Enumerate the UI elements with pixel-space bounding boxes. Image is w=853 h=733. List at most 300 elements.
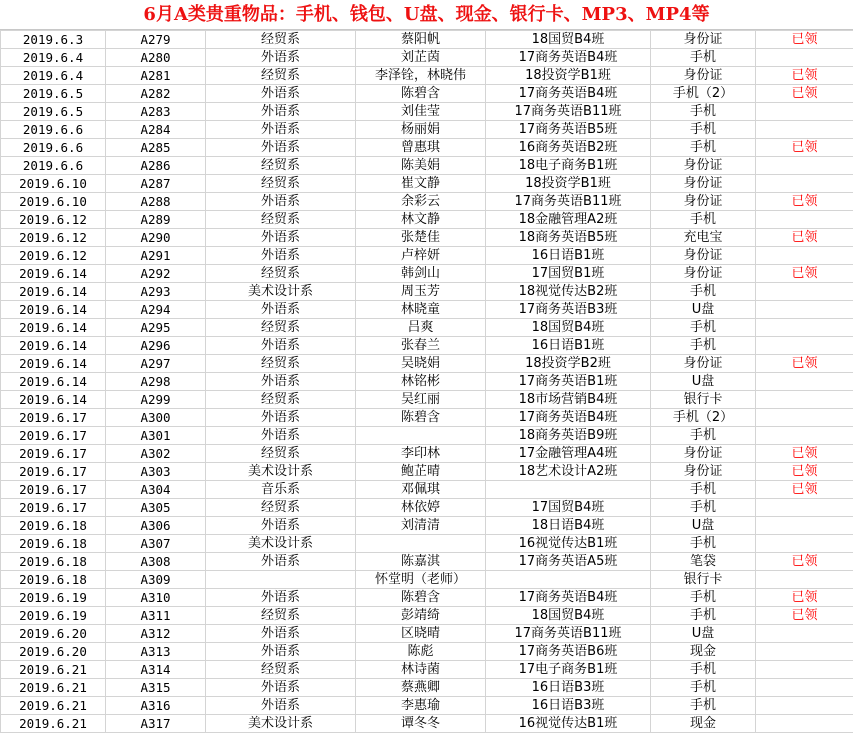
cell-department[interactable]: 外语系 <box>206 679 356 697</box>
table-row <box>1 121 853 139</box>
cell-department[interactable]: 外语系 <box>206 85 356 103</box>
cell-class[interactable]: 17商务英语A5班 <box>486 553 651 571</box>
table-row <box>1 337 853 355</box>
cell-status[interactable] <box>756 337 853 355</box>
cell-class[interactable]: 18投资学B2班 <box>486 355 651 373</box>
cell-status[interactable] <box>756 535 853 553</box>
cell-date[interactable]: 2019.6.20 <box>1 643 106 661</box>
cell-date[interactable]: 2019.6.6 <box>1 139 106 157</box>
cell-name[interactable]: 杨丽娟 <box>356 121 486 139</box>
cell-code[interactable]: A282 <box>106 85 206 103</box>
cell-status[interactable]: 已领 <box>756 67 853 85</box>
cell-date[interactable]: 2019.6.12 <box>1 229 106 247</box>
cell-name[interactable]: 林诗菌 <box>356 661 486 679</box>
cell-class[interactable]: 17商务英语B5班 <box>486 121 651 139</box>
cell-item[interactable]: 身份证 <box>651 193 756 211</box>
table-row <box>1 445 853 463</box>
cell-class[interactable]: 16视觉传达B1班 <box>486 535 651 553</box>
cell-date[interactable]: 2019.6.5 <box>1 85 106 103</box>
cell-status[interactable]: 已领 <box>756 139 853 157</box>
cell-class[interactable]: 17国贸B4班 <box>486 499 651 517</box>
cell-item[interactable]: 手机（2） <box>651 85 756 103</box>
cell-name[interactable]: 李印林 <box>356 445 486 463</box>
cell-department[interactable]: 经贸系 <box>206 157 356 175</box>
table-row <box>1 355 853 373</box>
cell-status[interactable] <box>756 679 853 697</box>
cell-date[interactable]: 2019.6.21 <box>1 679 106 697</box>
cell-name[interactable]: 谭冬冬 <box>356 715 486 733</box>
cell-item[interactable]: U盘 <box>651 625 756 643</box>
cell-department[interactable]: 外语系 <box>206 643 356 661</box>
cell-date[interactable]: 2019.6.17 <box>1 445 106 463</box>
cell-code[interactable]: A300 <box>106 409 206 427</box>
cell-class[interactable]: 17商务英语B4班 <box>486 409 651 427</box>
cell-code[interactable]: A289 <box>106 211 206 229</box>
cell-code[interactable]: A301 <box>106 427 206 445</box>
cell-class[interactable]: 17国贸B1班 <box>486 265 651 283</box>
cell-department[interactable]: 外语系 <box>206 247 356 265</box>
cell-status[interactable]: 已领 <box>756 265 853 283</box>
cell-status[interactable] <box>756 499 853 517</box>
cell-class[interactable]: 17商务英语B11班 <box>486 625 651 643</box>
cell-code[interactable]: A304 <box>106 481 206 499</box>
cell-status[interactable] <box>756 427 853 445</box>
cell-date[interactable]: 2019.6.5 <box>1 103 106 121</box>
cell-status[interactable] <box>756 247 853 265</box>
table-row <box>1 265 853 283</box>
cell-name[interactable]: 曾惠琪 <box>356 139 486 157</box>
cell-name[interactable]: 陈碧含 <box>356 409 486 427</box>
cell-class[interactable]: 18国贸B4班 <box>486 319 651 337</box>
cell-code[interactable]: A299 <box>106 391 206 409</box>
cell-department[interactable]: 外语系 <box>206 553 356 571</box>
cell-code[interactable]: A302 <box>106 445 206 463</box>
cell-class[interactable]: 16商务英语B2班 <box>486 139 651 157</box>
cell-status[interactable] <box>756 373 853 391</box>
cell-name[interactable]: 韩剑山 <box>356 265 486 283</box>
cell-code[interactable]: A295 <box>106 319 206 337</box>
cell-code[interactable]: A281 <box>106 67 206 85</box>
cell-department[interactable]: 外语系 <box>206 121 356 139</box>
cell-name[interactable] <box>356 427 486 445</box>
cell-class[interactable]: 16日语B1班 <box>486 247 651 265</box>
cell-date[interactable]: 2019.6.10 <box>1 175 106 193</box>
cell-class[interactable]: 17电子商务B1班 <box>486 661 651 679</box>
cell-class[interactable]: 16日语B3班 <box>486 679 651 697</box>
cell-department[interactable]: 外语系 <box>206 193 356 211</box>
cell-item[interactable]: 手机 <box>651 103 756 121</box>
cell-department[interactable]: 经贸系 <box>206 67 356 85</box>
cell-name[interactable]: 陈碧含 <box>356 85 486 103</box>
cell-item[interactable]: 手机 <box>651 607 756 625</box>
cell-item[interactable]: 身份证 <box>651 463 756 481</box>
cell-status[interactable]: 已领 <box>756 31 853 49</box>
cell-name[interactable]: 卢梓妍 <box>356 247 486 265</box>
cell-code[interactable]: A298 <box>106 373 206 391</box>
table-row <box>1 373 853 391</box>
cell-code[interactable]: A294 <box>106 301 206 319</box>
cell-department[interactable]: 外语系 <box>206 337 356 355</box>
cell-date[interactable]: 2019.6.14 <box>1 319 106 337</box>
cell-item[interactable]: U盘 <box>651 301 756 319</box>
cell-name[interactable]: 刘芷茵 <box>356 49 486 67</box>
cell-department[interactable]: 外语系 <box>206 517 356 535</box>
cell-item[interactable]: U盘 <box>651 373 756 391</box>
cell-code[interactable]: A303 <box>106 463 206 481</box>
table-row <box>1 229 853 247</box>
cell-status[interactable] <box>756 643 853 661</box>
cell-item[interactable]: 银行卡 <box>651 571 756 589</box>
cell-status[interactable]: 已领 <box>756 589 853 607</box>
cell-name[interactable]: 陈碧含 <box>356 589 486 607</box>
cell-class[interactable]: 16视觉传达B1班 <box>486 715 651 733</box>
cell-item[interactable]: 手机 <box>651 535 756 553</box>
cell-department[interactable]: 经贸系 <box>206 499 356 517</box>
cell-class[interactable]: 17商务英语B4班 <box>486 85 651 103</box>
cell-name[interactable]: 陈美娟 <box>356 157 486 175</box>
cell-name[interactable]: 林铭彬 <box>356 373 486 391</box>
cell-department[interactable]: 经贸系 <box>206 607 356 625</box>
cell-item[interactable]: 手机 <box>651 49 756 67</box>
cell-department[interactable]: 美术设计系 <box>206 283 356 301</box>
cell-status[interactable] <box>756 103 853 121</box>
cell-name[interactable]: 崔文静 <box>356 175 486 193</box>
cell-name[interactable]: 周玉芳 <box>356 283 486 301</box>
cell-date[interactable]: 2019.6.14 <box>1 337 106 355</box>
cell-code[interactable]: A306 <box>106 517 206 535</box>
cell-department[interactable]: 经贸系 <box>206 355 356 373</box>
cell-code[interactable]: A317 <box>106 715 206 733</box>
cell-date[interactable]: 2019.6.21 <box>1 661 106 679</box>
cell-name[interactable]: 陈嘉淇 <box>356 553 486 571</box>
cell-name[interactable]: 吕爽 <box>356 319 486 337</box>
cell-date[interactable]: 2019.6.17 <box>1 499 106 517</box>
cell-name[interactable]: 蔡阳帆 <box>356 31 486 49</box>
cell-name[interactable]: 林依婷 <box>356 499 486 517</box>
cell-status[interactable]: 已领 <box>756 481 853 499</box>
cell-date[interactable]: 2019.6.20 <box>1 625 106 643</box>
cell-class[interactable]: 17商务英语B11班 <box>486 103 651 121</box>
cell-department[interactable]: 外语系 <box>206 409 356 427</box>
cell-item[interactable]: 身份证 <box>651 31 756 49</box>
cell-code[interactable]: A280 <box>106 49 206 67</box>
cell-name[interactable]: 林晓童 <box>356 301 486 319</box>
cell-item[interactable]: 手机 <box>651 499 756 517</box>
cell-name[interactable]: 彭靖绮 <box>356 607 486 625</box>
cell-status[interactable] <box>756 625 853 643</box>
cell-code[interactable]: A290 <box>106 229 206 247</box>
cell-code[interactable]: A314 <box>106 661 206 679</box>
table-row <box>1 517 853 535</box>
cell-date[interactable]: 2019.6.17 <box>1 463 106 481</box>
cell-item[interactable]: 手机 <box>651 139 756 157</box>
cell-class[interactable]: 17商务英语B4班 <box>486 589 651 607</box>
cell-item[interactable]: 身份证 <box>651 445 756 463</box>
cell-code[interactable]: A287 <box>106 175 206 193</box>
cell-status[interactable] <box>756 175 853 193</box>
cell-date[interactable]: 2019.6.14 <box>1 391 106 409</box>
cell-date[interactable]: 2019.6.6 <box>1 157 106 175</box>
cell-item[interactable]: 身份证 <box>651 247 756 265</box>
cell-code[interactable]: A292 <box>106 265 206 283</box>
cell-class[interactable]: 18金融管理A2班 <box>486 211 651 229</box>
cell-class[interactable]: 18国贸B4班 <box>486 607 651 625</box>
cell-name[interactable]: 邓佩琪 <box>356 481 486 499</box>
cell-class[interactable]: 18日语B4班 <box>486 517 651 535</box>
cell-date[interactable]: 2019.6.18 <box>1 553 106 571</box>
cell-item[interactable]: 手机 <box>651 679 756 697</box>
cell-date[interactable]: 2019.6.17 <box>1 427 106 445</box>
table-row <box>1 571 853 589</box>
table-row <box>1 589 853 607</box>
cell-status[interactable] <box>756 517 853 535</box>
cell-item[interactable]: 手机 <box>651 211 756 229</box>
cell-class[interactable]: 16日语B1班 <box>486 337 651 355</box>
cell-name[interactable]: 张春兰 <box>356 337 486 355</box>
cell-code[interactable]: A308 <box>106 553 206 571</box>
cell-department[interactable]: 经贸系 <box>206 661 356 679</box>
cell-code[interactable]: A316 <box>106 697 206 715</box>
cell-status[interactable]: 已领 <box>756 607 853 625</box>
cell-date[interactable]: 2019.6.10 <box>1 193 106 211</box>
cell-status[interactable]: 已领 <box>756 85 853 103</box>
cell-status[interactable]: 已领 <box>756 445 853 463</box>
cell-department[interactable]: 外语系 <box>206 427 356 445</box>
cell-date[interactable]: 2019.6.14 <box>1 301 106 319</box>
cell-date[interactable]: 2019.6.21 <box>1 715 106 733</box>
cell-item[interactable]: 手机 <box>651 337 756 355</box>
cell-status[interactable] <box>756 571 853 589</box>
cell-status[interactable] <box>756 715 853 733</box>
cell-class[interactable] <box>486 481 651 499</box>
cell-status[interactable] <box>756 661 853 679</box>
cell-item[interactable]: 手机 <box>651 661 756 679</box>
cell-department[interactable]: 外语系 <box>206 49 356 67</box>
cell-date[interactable]: 2019.6.19 <box>1 589 106 607</box>
cell-item[interactable]: 手机 <box>651 697 756 715</box>
cell-name[interactable]: 余彩云 <box>356 193 486 211</box>
cell-department[interactable]: 经贸系 <box>206 211 356 229</box>
cell-department[interactable]: 外语系 <box>206 373 356 391</box>
cell-name[interactable]: 刘佳莹 <box>356 103 486 121</box>
table-row <box>1 427 853 445</box>
table-row <box>1 319 853 337</box>
cell-date[interactable]: 2019.6.18 <box>1 571 106 589</box>
cell-class[interactable]: 17商务英语B11班 <box>486 193 651 211</box>
cell-date[interactable]: 2019.6.18 <box>1 517 106 535</box>
cell-department[interactable]: 外语系 <box>206 625 356 643</box>
cell-department[interactable]: 音乐系 <box>206 481 356 499</box>
cell-department[interactable]: 外语系 <box>206 301 356 319</box>
cell-code[interactable]: A311 <box>106 607 206 625</box>
cell-item[interactable]: 手机 <box>651 589 756 607</box>
cell-date[interactable]: 2019.6.14 <box>1 373 106 391</box>
cell-status[interactable]: 已领 <box>756 193 853 211</box>
table-row <box>1 679 853 697</box>
cell-item[interactable]: 手机 <box>651 283 756 301</box>
cell-code[interactable]: A283 <box>106 103 206 121</box>
cell-item[interactable]: 身份证 <box>651 355 756 373</box>
cell-class[interactable]: 18商务英语B5班 <box>486 229 651 247</box>
cell-class[interactable] <box>486 571 651 589</box>
cell-status[interactable] <box>756 697 853 715</box>
cell-class[interactable]: 18商务英语B9班 <box>486 427 651 445</box>
cell-name[interactable]: 刘清清 <box>356 517 486 535</box>
cell-department[interactable]: 经贸系 <box>206 391 356 409</box>
cell-item[interactable]: 身份证 <box>651 265 756 283</box>
cell-class[interactable]: 17商务英语B4班 <box>486 49 651 67</box>
cell-date[interactable]: 2019.6.12 <box>1 247 106 265</box>
cell-status[interactable]: 已领 <box>756 229 853 247</box>
table-row <box>1 661 853 679</box>
cell-date[interactable]: 2019.6.14 <box>1 355 106 373</box>
cell-date[interactable]: 2019.6.6 <box>1 121 106 139</box>
cell-class[interactable]: 16日语B3班 <box>486 697 651 715</box>
cell-department[interactable]: 经贸系 <box>206 31 356 49</box>
cell-class[interactable]: 18投资学B1班 <box>486 175 651 193</box>
cell-date[interactable]: 2019.6.19 <box>1 607 106 625</box>
cell-code[interactable]: A279 <box>106 31 206 49</box>
cell-code[interactable]: A291 <box>106 247 206 265</box>
cell-code[interactable]: A293 <box>106 283 206 301</box>
cell-item[interactable]: 身份证 <box>651 67 756 85</box>
cell-department[interactable]: 经贸系 <box>206 175 356 193</box>
table-row <box>1 715 853 733</box>
cell-status[interactable] <box>756 283 853 301</box>
cell-name[interactable]: 陈彪 <box>356 643 486 661</box>
cell-class[interactable]: 17商务英语B1班 <box>486 373 651 391</box>
cell-class[interactable]: 17商务英语B6班 <box>486 643 651 661</box>
sheet-title: 6月A类贵重物品：手机、钱包、U盘、现金、银行卡、MP3、MP4等 <box>0 0 853 30</box>
cell-name[interactable]: 怀堂明（老师） <box>356 571 486 589</box>
cell-department[interactable]: 外语系 <box>206 229 356 247</box>
table-row <box>1 643 853 661</box>
cell-item[interactable]: 充电宝 <box>651 229 756 247</box>
table-row <box>1 499 853 517</box>
table-row <box>1 553 853 571</box>
cell-code[interactable]: A312 <box>106 625 206 643</box>
cell-class[interactable]: 17商务英语B3班 <box>486 301 651 319</box>
cell-item[interactable]: 现金 <box>651 643 756 661</box>
cell-department[interactable]: 美术设计系 <box>206 715 356 733</box>
cell-status[interactable] <box>756 319 853 337</box>
cell-date[interactable]: 2019.6.17 <box>1 409 106 427</box>
cell-name[interactable]: 林文静 <box>356 211 486 229</box>
cell-class[interactable]: 18投资学B1班 <box>486 67 651 85</box>
cell-code[interactable]: A285 <box>106 139 206 157</box>
cell-status[interactable] <box>756 211 853 229</box>
cell-class[interactable]: 18电子商务B1班 <box>486 157 651 175</box>
cell-code[interactable]: A305 <box>106 499 206 517</box>
cell-date[interactable]: 2019.6.18 <box>1 535 106 553</box>
cell-department[interactable]: 外语系 <box>206 697 356 715</box>
cell-department[interactable]: 外语系 <box>206 589 356 607</box>
cell-item[interactable]: 现金 <box>651 715 756 733</box>
cell-class[interactable]: 17金融管理A4班 <box>486 445 651 463</box>
cell-class[interactable]: 18市场营销B4班 <box>486 391 651 409</box>
table-row <box>1 463 853 481</box>
cell-class[interactable]: 18国贸B4班 <box>486 31 651 49</box>
cell-item[interactable]: 手机（2） <box>651 409 756 427</box>
table-row <box>1 49 853 67</box>
cell-item[interactable]: 笔袋 <box>651 553 756 571</box>
cell-name[interactable]: 李惠瑜 <box>356 697 486 715</box>
cell-item[interactable]: 手机 <box>651 427 756 445</box>
cell-department[interactable]: 美术设计系 <box>206 463 356 481</box>
cell-status[interactable] <box>756 157 853 175</box>
table-row <box>1 103 853 121</box>
cell-code[interactable]: A284 <box>106 121 206 139</box>
cell-date[interactable]: 2019.6.12 <box>1 211 106 229</box>
cell-date[interactable]: 2019.6.14 <box>1 283 106 301</box>
cell-code[interactable]: A307 <box>106 535 206 553</box>
cell-code[interactable]: A286 <box>106 157 206 175</box>
cell-class[interactable]: 18艺术设计A2班 <box>486 463 651 481</box>
cell-department[interactable]: 经贸系 <box>206 265 356 283</box>
cell-item[interactable]: U盘 <box>651 517 756 535</box>
cell-item[interactable]: 身份证 <box>651 175 756 193</box>
cell-class[interactable]: 18视觉传达B2班 <box>486 283 651 301</box>
cell-status[interactable] <box>756 409 853 427</box>
cell-code[interactable]: A296 <box>106 337 206 355</box>
cell-date[interactable]: 2019.6.14 <box>1 265 106 283</box>
cell-code[interactable]: A310 <box>106 589 206 607</box>
cell-date[interactable]: 2019.6.21 <box>1 697 106 715</box>
cell-name[interactable]: 吴晓娟 <box>356 355 486 373</box>
records-body <box>1 31 853 733</box>
cell-status[interactable] <box>756 391 853 409</box>
cell-code[interactable]: A313 <box>106 643 206 661</box>
cell-date[interactable]: 2019.6.3 <box>1 31 106 49</box>
table-row <box>1 85 853 103</box>
table-row <box>1 139 853 157</box>
cell-name[interactable]: 吴红丽 <box>356 391 486 409</box>
cell-name[interactable]: 张楚佳 <box>356 229 486 247</box>
cell-item[interactable]: 身份证 <box>651 157 756 175</box>
cell-item[interactable]: 手机 <box>651 121 756 139</box>
table-row <box>1 535 853 553</box>
cell-code[interactable]: A315 <box>106 679 206 697</box>
cell-date[interactable]: 2019.6.4 <box>1 67 106 85</box>
cell-department[interactable]: 经贸系 <box>206 445 356 463</box>
cell-code[interactable]: A297 <box>106 355 206 373</box>
cell-item[interactable]: 手机 <box>651 319 756 337</box>
cell-code[interactable]: A309 <box>106 571 206 589</box>
cell-department[interactable]: 经贸系 <box>206 319 356 337</box>
cell-department[interactable] <box>206 571 356 589</box>
table-row <box>1 157 853 175</box>
cell-name[interactable]: 李泽铨，林晓伟 <box>356 67 486 85</box>
cell-code[interactable]: A288 <box>106 193 206 211</box>
cell-department[interactable]: 美术设计系 <box>206 535 356 553</box>
cell-name[interactable]: 鲍芷晴 <box>356 463 486 481</box>
cell-item[interactable]: 银行卡 <box>651 391 756 409</box>
cell-name[interactable] <box>356 535 486 553</box>
cell-date[interactable]: 2019.6.4 <box>1 49 106 67</box>
cell-date[interactable]: 2019.6.17 <box>1 481 106 499</box>
cell-department[interactable]: 外语系 <box>206 103 356 121</box>
cell-status[interactable]: 已领 <box>756 463 853 481</box>
cell-status[interactable] <box>756 301 853 319</box>
cell-name[interactable]: 蔡燕卿 <box>356 679 486 697</box>
cell-item[interactable]: 手机 <box>651 481 756 499</box>
cell-status[interactable] <box>756 49 853 67</box>
cell-department[interactable]: 外语系 <box>206 139 356 157</box>
cell-name[interactable]: 区晓晴 <box>356 625 486 643</box>
cell-status[interactable] <box>756 121 853 139</box>
cell-status[interactable]: 已领 <box>756 553 853 571</box>
cell-status[interactable]: 已领 <box>756 355 853 373</box>
